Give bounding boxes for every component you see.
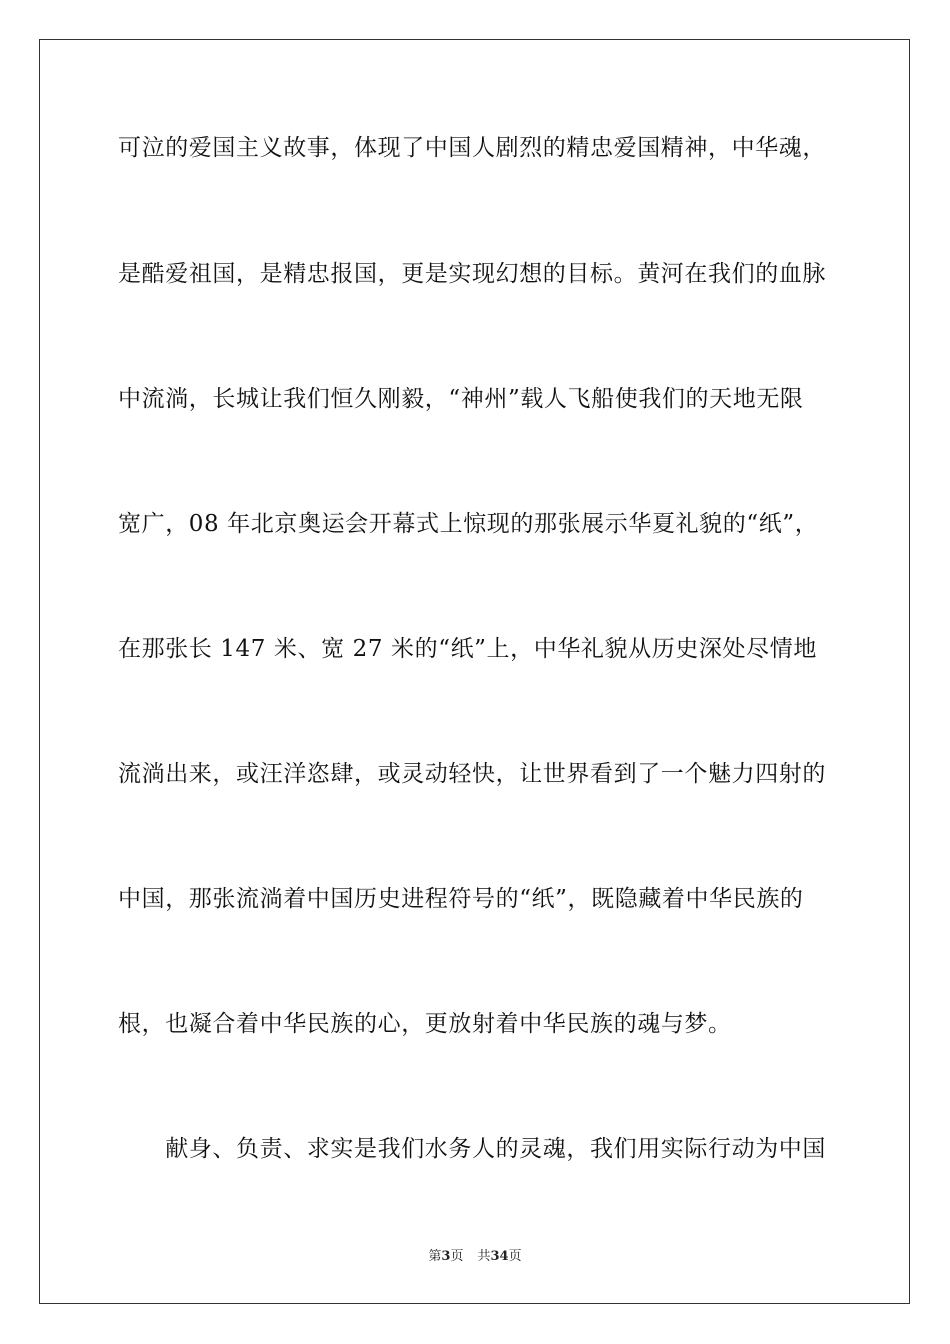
text-line: 中流淌，长城让我们恒久刚毅，“神州”载人飞船使我们的天地无限 [118,386,804,412]
text-line: 宽广，08 年北京奥运会开幕式上惊现的那张展示华夏礼貌的“纸”， [118,511,819,537]
page-prefix: 第 [428,1249,442,1264]
page-suffix: 页 [450,1249,464,1264]
page-border [39,39,910,1304]
text-line: 中国，那张流淌着中国历史进程符号的“纸”，既隐藏着中华民族的 [118,886,804,912]
text-line: 在那张长 147 米、宽 27 米的“纸”上，中华礼貌从历史深处尽情地 [118,636,817,662]
text-line: 可泣的爱国主义故事，体现了中国人剧烈的精忠爱国精神，中华魂， [118,135,826,161]
text-line: 是酷爱祖国，是精忠报国，更是实现幻想的目标。黄河在我们的血脉 [118,261,826,287]
page-number: 3 [441,1249,451,1264]
total-suffix: 页 [508,1249,522,1264]
total-prefix: 共 [477,1249,491,1264]
page-footer [0,1248,950,1266]
text-line: 根，也凝合着中华民族的心，更放射着中华民族的魂与梦。 [118,1011,732,1037]
total-pages: 34 [490,1249,509,1264]
text-line: 流淌出来，或汪洋恣肆，或灵动轻快，让世界看到了一个魅力四射的 [118,761,826,787]
text-line: 献身、负责、求实是我们水务人的灵魂，我们用实际行动为中国 [118,1136,826,1162]
